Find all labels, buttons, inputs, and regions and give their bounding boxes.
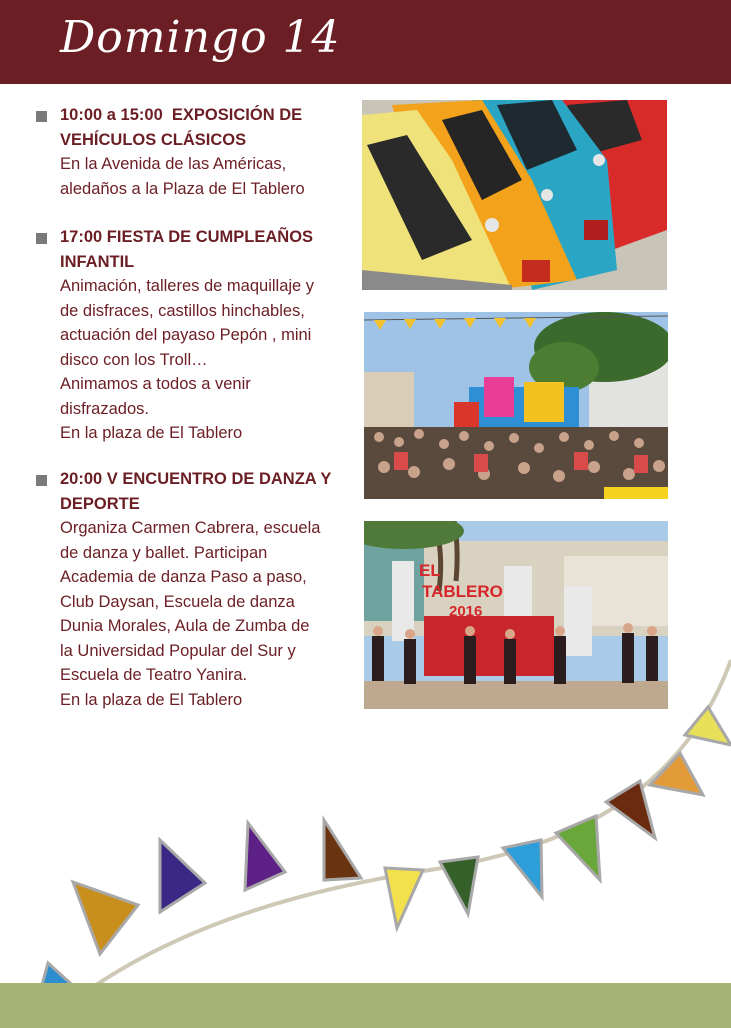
event-description xyxy=(60,274,346,446)
event-title xyxy=(60,467,331,516)
stage-sign-text: 2016 xyxy=(449,603,483,620)
event-description-line: En la Avenida de las Américas, xyxy=(60,155,287,173)
children-party-photo xyxy=(364,312,668,499)
event-description-line: En la plaza de El Tablero xyxy=(60,424,243,442)
event-description-line: En la plaza de El Tablero xyxy=(60,690,243,709)
event-item xyxy=(36,225,346,446)
page-header xyxy=(0,0,731,84)
event-description-line: la Universidad Popular del Sur y xyxy=(60,641,296,660)
event-description-line: actuación del payaso Pepón , mini xyxy=(60,326,312,344)
event-description-line: Animación, talleres de maquillaje y xyxy=(60,277,315,295)
event-description-line: de danza y ballet. Participan xyxy=(60,543,268,562)
event-title-line: 10:00 a 15:00 EXPOSICIÓN DE xyxy=(60,106,303,124)
event-description xyxy=(60,152,346,201)
page-title: Domingo 14 xyxy=(60,12,341,63)
event-description-line: disfrazados. xyxy=(60,399,149,418)
classic-cars-photo xyxy=(362,100,667,290)
stage-sign-text: EL xyxy=(419,561,441,580)
event-description-line: Animamos a todos a venir xyxy=(60,375,251,393)
footer-bar xyxy=(0,983,731,1028)
event-description-line: Academia de danza Paso a paso, xyxy=(60,568,307,586)
event-title xyxy=(60,103,302,152)
event-title-line: 17:00 FIESTA DE CUMPLEAÑOS xyxy=(60,228,314,246)
square-bullet-icon xyxy=(36,233,47,244)
event-title-line: VEHÍCULOS CLÁSICOS xyxy=(60,130,247,149)
event-title-line: INFANTIL xyxy=(60,252,135,271)
event-title-line: 20:00 V ENCUENTRO DE DANZA Y xyxy=(60,470,332,488)
square-bullet-icon xyxy=(36,475,47,486)
event-description-line: Dunia Morales, Aula de Zumba de xyxy=(60,617,310,635)
event-title-line: DEPORTE xyxy=(60,494,140,513)
event-description-line: Club Daysan, Escuela de danza xyxy=(60,592,295,611)
bunting-decoration xyxy=(0,640,731,1028)
event-description-line: Escuela de Teatro Yanira. xyxy=(60,666,248,684)
event-description-line: aledaños a la Plaza de El Tablero xyxy=(60,179,305,198)
event-description-line: Organiza Carmen Cabrera, escuela xyxy=(60,519,321,537)
stage-sign-text: TABLERO xyxy=(422,582,503,601)
event-description-line: de disfraces, castillos hinchables, xyxy=(60,301,305,320)
event-item xyxy=(36,103,346,201)
square-bullet-icon xyxy=(36,111,47,122)
event-title xyxy=(60,225,313,274)
event-description-line: disco con los Troll… xyxy=(60,350,208,369)
